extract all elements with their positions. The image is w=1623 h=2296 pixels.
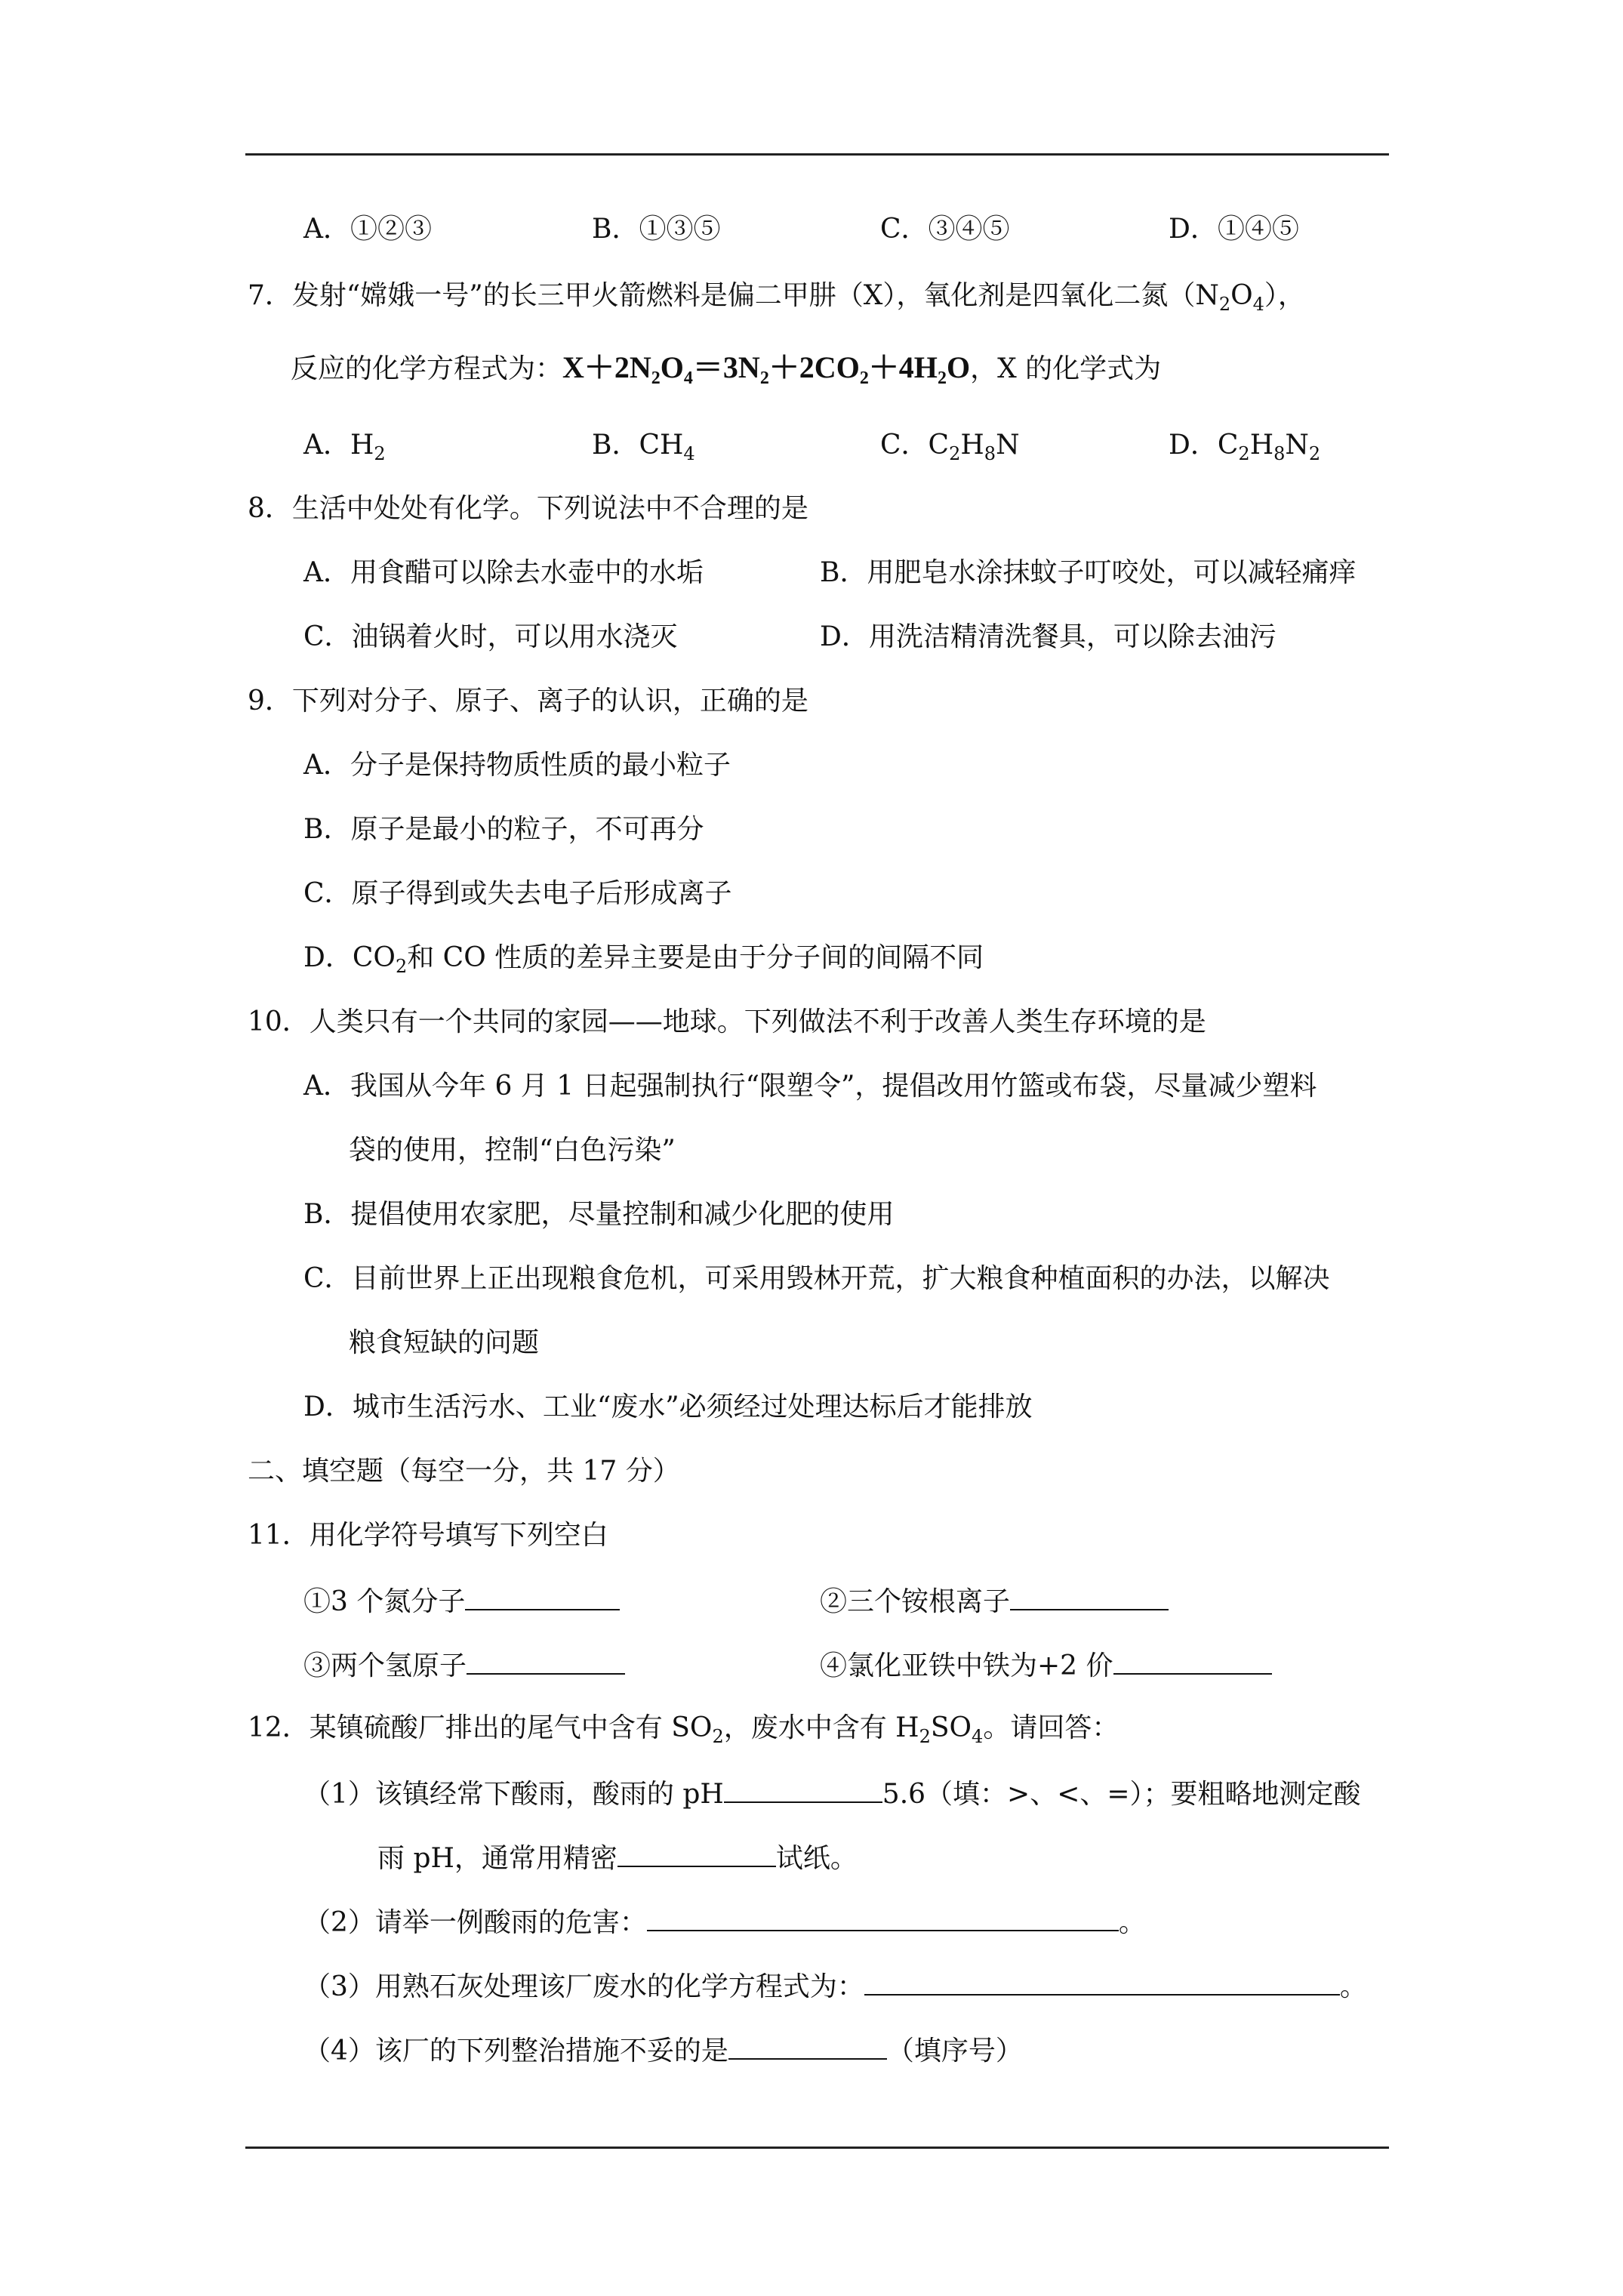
answer-blank[interactable] (467, 1647, 625, 1675)
q12-part1-line2: 雨 pH，通常用精密 试纸。 (377, 1840, 858, 1875)
q11-item-4: ④氯化亚铁中铁为+2 价 (820, 1647, 1272, 1683)
q12-part4: （4）该厂的下列整治措施不妥的是 （填序号） (303, 2032, 1023, 2068)
q7-stem-line1: 7．发射“嫦娥一号”的长三甲火箭燃料是偏二甲肼（X），氧化剂是四氧化二氮$(N_2O_4)$， (248, 280, 1305, 315)
q12-part3: （3）用熟石灰处理该厂废水的化学方程式为： 。 (303, 1968, 1367, 2004)
q9-option-c: C．原子得到或失去电子后形成离子 (303, 878, 732, 909)
q7-option-a: A．$H_2$ (303, 430, 386, 464)
answer-blank[interactable] (617, 1840, 776, 1867)
q7-equation: $X+2N_2O_4=3N_2+2CO_2+4H_2O$ (562, 350, 971, 388)
footer-rule (245, 2147, 1389, 2149)
q8-stem: 8．生活中处处有化学。下列说法中不合理的是 (248, 493, 808, 524)
answer-blank[interactable] (864, 1968, 1340, 1996)
answer-blank[interactable] (1113, 1647, 1272, 1675)
answer-blank[interactable] (647, 1904, 1119, 1931)
q10-option-d: D．城市生活污水、工业“废水”必须经过处理达标后才能排放 (303, 1391, 1033, 1422)
q10-option-a-line2: 袋的使用，控制“白色污染” (349, 1135, 676, 1166)
answer-blank[interactable] (724, 1776, 882, 1803)
q10-option-b: B．提倡使用农家肥，尽量控制和减少化肥的使用 (303, 1199, 895, 1230)
answer-blank[interactable] (1010, 1583, 1169, 1610)
q7-option-b: B．$CH_4$ (592, 430, 695, 464)
q7-option-d: D．$C_2H_8N_2$ (1169, 430, 1321, 464)
q8-option-a: A．用食醋可以除去水壶中的水垢 (303, 557, 704, 588)
q11-item-3: ③两个氢原子 (303, 1647, 625, 1683)
q9-stem: 9．下列对分子、原子、离子的认识，正确的是 (248, 686, 808, 717)
q9-option-d: D．$CO_2$和 CO 性质的差异主要是由于分子间的间隔不同 (303, 942, 984, 977)
q10-stem: 10．人类只有一个共同的家园——地球。下列做法不利于改善人类生存环境的是 (248, 1006, 1206, 1037)
section-heading: 二、填空题（每空一分，共 17 分） (248, 1456, 680, 1487)
q6-option-b: B．①③⑤ (592, 214, 721, 245)
q11-stem: 11．用化学符号填写下列空白 (248, 1520, 608, 1551)
q10-option-c-line1: C．目前世界上正出现粮食危机，可采用毁林开荒，扩大粮食种植面积的办法，以解决 (303, 1263, 1330, 1294)
q8-option-b: B．用肥皂水涂抹蚊子叮咬处，可以减轻痛痒 (820, 557, 1357, 588)
header-rule (245, 153, 1389, 156)
q6-option-c: C．③④⑤ (880, 214, 1010, 245)
q12-part1-line1: （1）该镇经常下酸雨，酸雨的 pH 5.6（填：>、<、=）；要粗略地测定酸 (303, 1776, 1361, 1811)
q7-option-c: C．$C_2H_8N$ (880, 430, 1020, 464)
q10-option-c-line2: 粮食短缺的问题 (349, 1327, 540, 1358)
q10-option-a-line1: A．我国从今年 6 月 1 日起强制执行“限塑令”，提倡改用竹篮或布袋，尽量减少塑料 (303, 1071, 1317, 1102)
q6-option-d: D．①④⑤ (1169, 214, 1299, 245)
q12-part2: （2）请举一例酸雨的危害： 。 (303, 1904, 1146, 1940)
q11-item-1: ①3 个氮分子 (303, 1583, 620, 1619)
q12-stem: 12．某镇硫酸厂排出的尾气中含有 $SO_2$，废水中含有 $H_2SO_4$。请回答： (248, 1712, 1119, 1747)
answer-blank[interactable] (728, 2032, 887, 2060)
answer-blank[interactable] (465, 1583, 620, 1610)
q9-option-a: A．分子是保持物质性质的最小粒子 (303, 750, 731, 781)
q8-option-c: C．油锅着火时，可以用水浇灭 (303, 621, 678, 652)
q8-option-d: D．用洗洁精清洗餐具，可以除去油污 (820, 621, 1277, 652)
q6-option-a: A．①②③ (303, 214, 432, 245)
q9-option-b: B．原子是最小的粒子，不可再分 (303, 814, 704, 845)
q7-stem-line2: 反应的化学方程式为：$X+2N_2O_4=3N_2+2CO_2+4H_2O$，X 的化学式为 (291, 350, 1162, 388)
q11-item-2: ②三个铵根离子 (820, 1583, 1169, 1619)
